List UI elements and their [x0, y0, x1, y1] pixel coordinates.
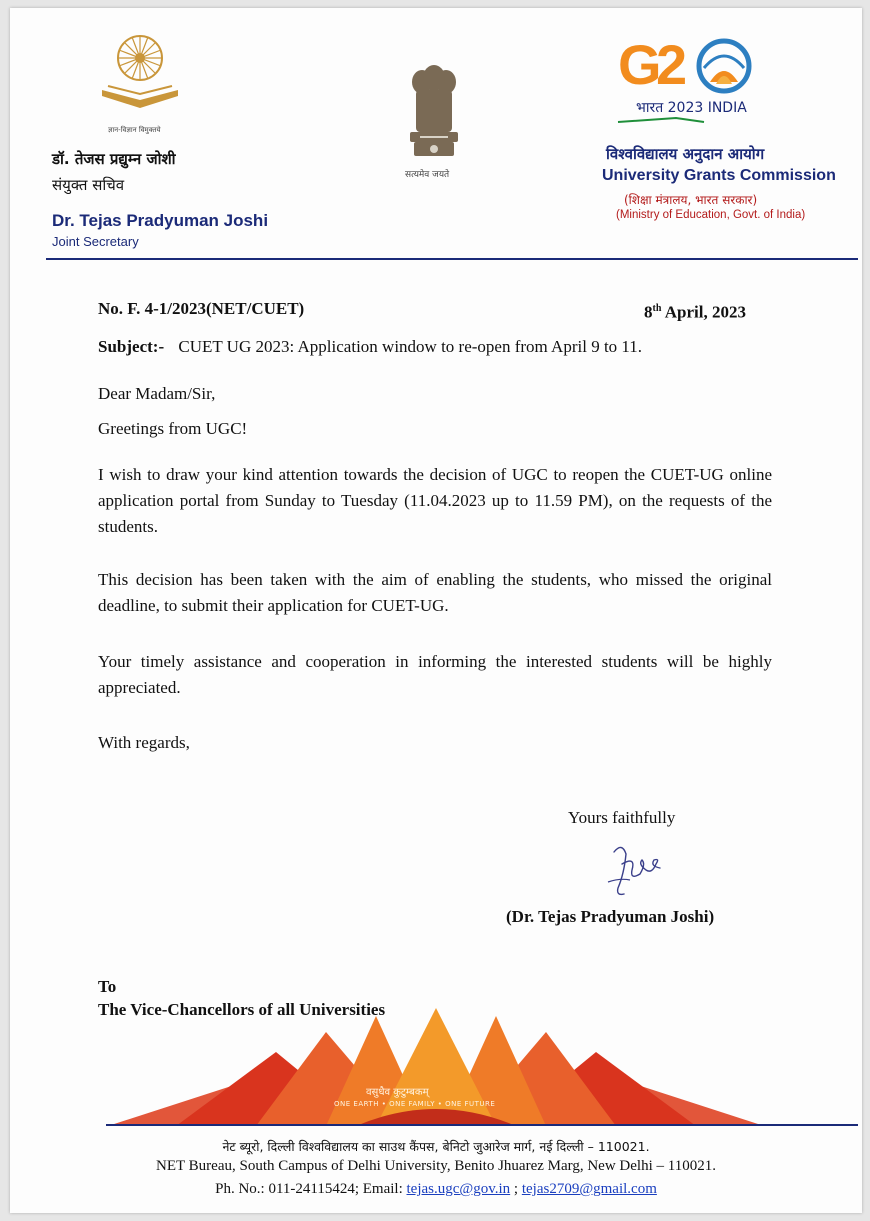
- to-label: To: [98, 977, 117, 996]
- greeting: Greetings from UGC!: [98, 419, 248, 438]
- signatory-name: (Dr. Tejas Pradyuman Joshi): [506, 907, 715, 926]
- ugc-name: University Grants Commission: [602, 167, 836, 184]
- national-emblem-icon: [402, 62, 466, 166]
- secretary-designation-hindi: संयुक्त सचिव: [52, 176, 125, 194]
- secretary-designation: Joint Secretary: [52, 234, 139, 249]
- footer-phone: Ph. No.: 011-24115424; Email:: [215, 1181, 407, 1197]
- g20-logo: G 2: [618, 32, 778, 102]
- subject-text: CUET UG 2023: Application window to re-open from April 9 to 11.: [178, 337, 643, 356]
- paragraph-aim: This decision has been taken with the aim of enabling the students, who missed the original deadline, to submit their application for CUET-UG.: [98, 570, 772, 615]
- footer-address-hindi: नेट ब्यूरो, दिल्ली विश्वविद्यालय का साउथ कैंपस, बेनिटो जुआरेज मार्ग, नई दिल्ली – 110021.: [222, 1139, 650, 1154]
- letter-page: [10, 8, 862, 1213]
- email-separator: ;: [510, 1181, 522, 1197]
- footer-motto: ONE EARTH • ONE FAMILY • ONE FUTURE: [334, 1100, 496, 1108]
- national-motto: सत्यमेव जयते: [405, 170, 450, 180]
- ugc-name-hindi: विश्वविद्यालय अनुदान आयोग: [606, 145, 765, 163]
- yours-faithfully: Yours faithfully: [568, 808, 676, 827]
- date-day: 8: [644, 302, 653, 322]
- footer-address: NET Bureau, South Campus of Delhi University, Benito Jhuarez Marg, New Delhi – 110021.: [156, 1158, 716, 1174]
- date-rest: April, 2023: [661, 302, 746, 322]
- letter-date: [644, 296, 746, 326]
- paragraph-assistance: Your timely assistance and cooperation in informing the interested students will be highly appreciated.: [98, 652, 772, 697]
- ugc-emblem-icon: [92, 28, 188, 124]
- g20-subtitle: भारत 2023 INDIA: [636, 100, 747, 116]
- email-link-personal[interactable]: tejas2709@gmail.com: [521, 1181, 657, 1197]
- footer-motto-hindi: वसुधैव कुटुम्बकम्: [366, 1087, 429, 1098]
- secretary-name-hindi: डॉ. तेजस प्रद्युम्न जोशी: [52, 150, 176, 168]
- reference-number: No. F. 4-1/2023(NET/CUET): [98, 299, 305, 318]
- ministry-name-hindi: (शिक्षा मंत्रालय, भारत सरकार): [624, 193, 758, 207]
- footer-contact: [10, 1181, 862, 1198]
- paragraph-reopen: I wish to draw your kind attention towards the decision of UGC to reopen the CUET-UG online application portal from Sunday to Tuesday (11.04.2023 up to 11.59 PM), on the requests of the students.: [98, 465, 772, 536]
- footer-divider: [106, 1124, 858, 1126]
- date-suffix: th: [652, 303, 662, 314]
- g20-underline-icon: [616, 116, 706, 124]
- signature-icon: [602, 834, 672, 902]
- header-divider: [46, 258, 858, 260]
- email-link-official[interactable]: tejas.ugc@gov.in: [406, 1181, 511, 1197]
- emblem-motto: ज्ञान-विज्ञान विमुक्तये: [108, 126, 161, 134]
- secretary-name: Dr. Tejas Pradyuman Joshi: [52, 211, 269, 230]
- subject-line: [98, 334, 642, 360]
- salutation: Dear Madam/Sir,: [98, 384, 216, 403]
- lotus-artwork-icon: [106, 1008, 766, 1126]
- subject-label: Subject:-: [98, 337, 165, 356]
- globe-lotus-icon: [696, 38, 752, 94]
- recipient: The Vice-Chancellors of all Universities: [98, 1000, 386, 1019]
- closing: With regards,: [98, 733, 190, 752]
- ministry-name: (Ministry of Education, Govt. of India): [616, 209, 806, 221]
